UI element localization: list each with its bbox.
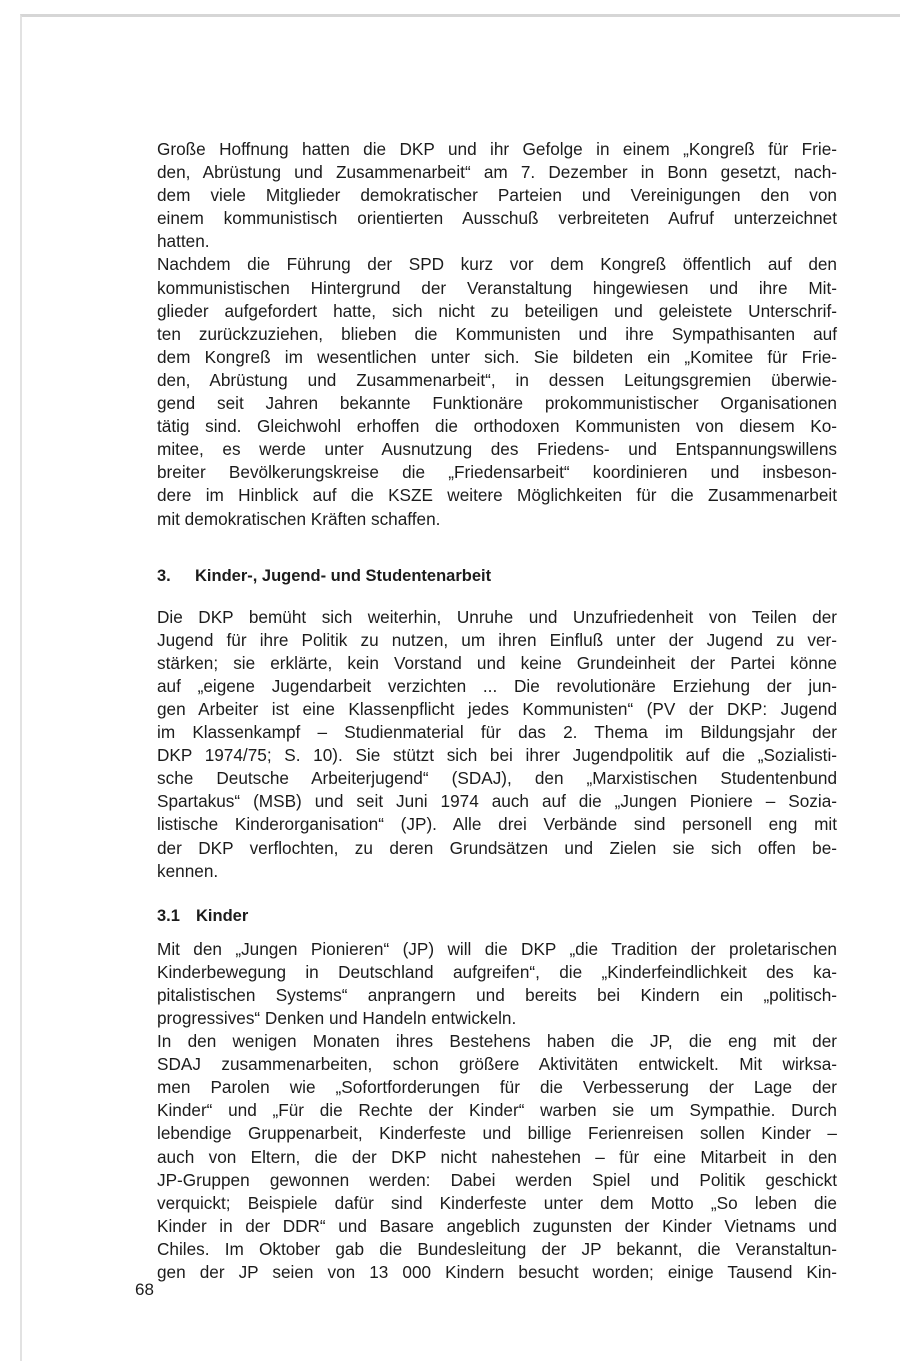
paragraph-congress bbox=[157, 138, 837, 253]
text-line: Kinder“ und „Für die Rechte der Kinder“ warben sie um Sympathie. Durch bbox=[157, 1100, 837, 1121]
text-line: Große Hoffnung hatten die DKP und ihr Gefolge in einem „Kongreß für Frie- bbox=[157, 139, 837, 159]
text-line: im Klassenkampf – Studienmaterial für das 2. Thema im Bildungsjahr der bbox=[157, 722, 837, 743]
text-line: dem viele Mitglieder demokratischer Parteien und Vereinigungen den von bbox=[157, 185, 837, 206]
text-line: hatten. bbox=[157, 231, 210, 252]
text-line: kommunistischen Hintergrund der Veranstaltung hingewiesen und ihre Mit- bbox=[157, 277, 837, 298]
text-line: gend seit Jahren bekannte Funktionäre prokommunistischer Organisationen bbox=[157, 393, 837, 414]
section-heading-3-1 bbox=[157, 905, 837, 928]
text-line: tätig sind. Gleichwohl erhoffen die orthodoxen Kommunisten von diesem Ko- bbox=[157, 416, 837, 437]
text-line: mitee, es werde unter Ausnutzung des Friedens- und Entspannungswillens bbox=[157, 439, 837, 460]
text-line: verquickt; Beispiele dafür sind Kinderfeste unter dem Motto „So leben die bbox=[157, 1192, 837, 1213]
text-line: gen der JP seien von 13 000 Kindern besucht worden; einige Tausend Kin- bbox=[157, 1262, 837, 1283]
paragraph-activities bbox=[157, 1030, 837, 1284]
text-line: dere im Hinblick auf die KSZE weitere Möglichkeiten für die Zusammenarbeit bbox=[157, 485, 837, 506]
text-line: pitalistischen Systems“ anprangern und bereits bei Kindern ein „politisch- bbox=[157, 984, 837, 1005]
text-line: glieder aufgefordert hatte, sich nicht zu beteiligen und geleistete Unterschrif- bbox=[157, 300, 837, 321]
text-line: DKP 1974/75; S. 10). Sie stützt sich bei ihrer Jugendpolitik auf die „Sozialisti- bbox=[157, 745, 837, 766]
text-line: einem kommunistisch orientierten Ausschuß verbreiteten Aufruf unterzeichnet bbox=[157, 208, 837, 229]
text-line: progressives“ Denken und Handeln entwickeln. bbox=[157, 1008, 517, 1028]
text-line: dem Kongreß im wesentlichen unter sich. Sie bildeten ein „Komitee für Frie- bbox=[157, 346, 837, 367]
text-line: ten zurückzuziehen, blieben die Kommunisten und ihre Sympathisanten auf bbox=[157, 323, 837, 344]
document-page bbox=[20, 14, 900, 1361]
text-line: Kinderbewegung in Deutschland aufgreifen“, die „Kinderfeindlichkeit des ka- bbox=[157, 961, 837, 982]
text-line: listische Kinderorganisation“ (JP). Alle drei Verbände sind personell eng mit bbox=[157, 814, 837, 835]
text-line: kennen. bbox=[157, 860, 219, 881]
page-number: 68 bbox=[135, 1280, 154, 1299]
section-heading-3 bbox=[157, 565, 837, 588]
section-number: 3.1 bbox=[157, 906, 180, 925]
text-line: lebendige Gruppenarbeit, Kinderfeste und billige Ferienreisen sollen Kinder – bbox=[157, 1123, 837, 1144]
page-body bbox=[157, 138, 837, 1284]
text-line: der DKP verflochten, zu deren Grundsätzen und Zielen sie sich offen be- bbox=[157, 837, 837, 858]
spacer bbox=[157, 883, 837, 905]
text-line: Spartakus“ (MSB) und seit Juni 1974 auch auf die „Jungen Pioniere – Sozia- bbox=[157, 791, 837, 812]
text-line: gen Arbeiter ist eine Klassenpflicht jedes Kommunisten“ (PV der DKP: Jugend bbox=[157, 698, 837, 719]
text-line: auch von Eltern, die der DKP nicht nahestehen – für eine Mitarbeit in den bbox=[157, 1146, 837, 1167]
text-line: JP-Gruppen gewonnen werden: Dabei werden Spiel und Politik geschickt bbox=[157, 1169, 837, 1190]
text-line: den, Abrüstung und Zusammenarbeit“ am 7. Dezember in Bonn gesetzt, nach- bbox=[157, 162, 837, 183]
spacer bbox=[157, 588, 837, 606]
text-line: men Parolen wie „Sofortforderungen für die Verbesserung der Lage der bbox=[157, 1077, 837, 1098]
text-line: Kinder in der DDR“ und Basare angeblich zugunsten der Kinder Vietnams und bbox=[157, 1215, 837, 1236]
paragraph-spd-warning bbox=[157, 253, 837, 530]
text-line: sche Deutsche Arbeiterjugend“ (SDAJ), den „Marxistischen Studentenbund bbox=[157, 768, 837, 789]
text-line: Chiles. Im Oktober gab die Bundesleitung der JP bekannt, die Veranstaltun- bbox=[157, 1238, 837, 1259]
text-line: mit demokratischen Kräften schaffen. bbox=[157, 508, 441, 529]
spacer bbox=[157, 531, 837, 565]
section-title: Kinder bbox=[196, 906, 249, 925]
paragraph-young-pioneers bbox=[157, 938, 837, 1030]
text-line: Die DKP bemüht sich weiterhin, Unruhe und Unzufriedenheit von Teilen der bbox=[157, 606, 837, 627]
spacer bbox=[157, 928, 837, 938]
paragraph-youth-work bbox=[157, 606, 837, 883]
text-line: Jugend für ihre Politik zu nutzen, um ihren Einfluß unter der Jugend zu ver- bbox=[157, 629, 837, 650]
text-line: stärken; sie erklärte, kein Vorstand und keine Grundeinheit der Partei könne bbox=[157, 652, 837, 673]
text-line: In den wenigen Monaten ihres Bestehens haben die JP, die eng mit der bbox=[157, 1031, 837, 1052]
text-line: den, Abrüstung und Zusammenarbeit“, in dessen Leitungsgremien überwie- bbox=[157, 369, 837, 390]
text-line: SDAJ zusammenarbeiten, schon größere Aktivitäten entwickelt. Mit wirksa- bbox=[157, 1054, 837, 1075]
text-line: Mit den „Jungen Pionieren“ (JP) will die DKP „die Tradition der proletarischen bbox=[157, 938, 837, 959]
text-line: auf „eigene Jugendarbeit verzichten ... Die revolutionäre Erziehung der jun- bbox=[157, 675, 837, 696]
text-line: breiter Bevölkerungskreise die „Friedensarbeit“ koordinieren und insbeson- bbox=[157, 462, 837, 483]
text-line: Nachdem die Führung der SPD kurz vor dem Kongreß öffentlich auf den bbox=[157, 254, 837, 275]
section-title: Kinder-, Jugend- und Studentenarbeit bbox=[195, 566, 492, 585]
section-number: 3. bbox=[157, 566, 171, 585]
